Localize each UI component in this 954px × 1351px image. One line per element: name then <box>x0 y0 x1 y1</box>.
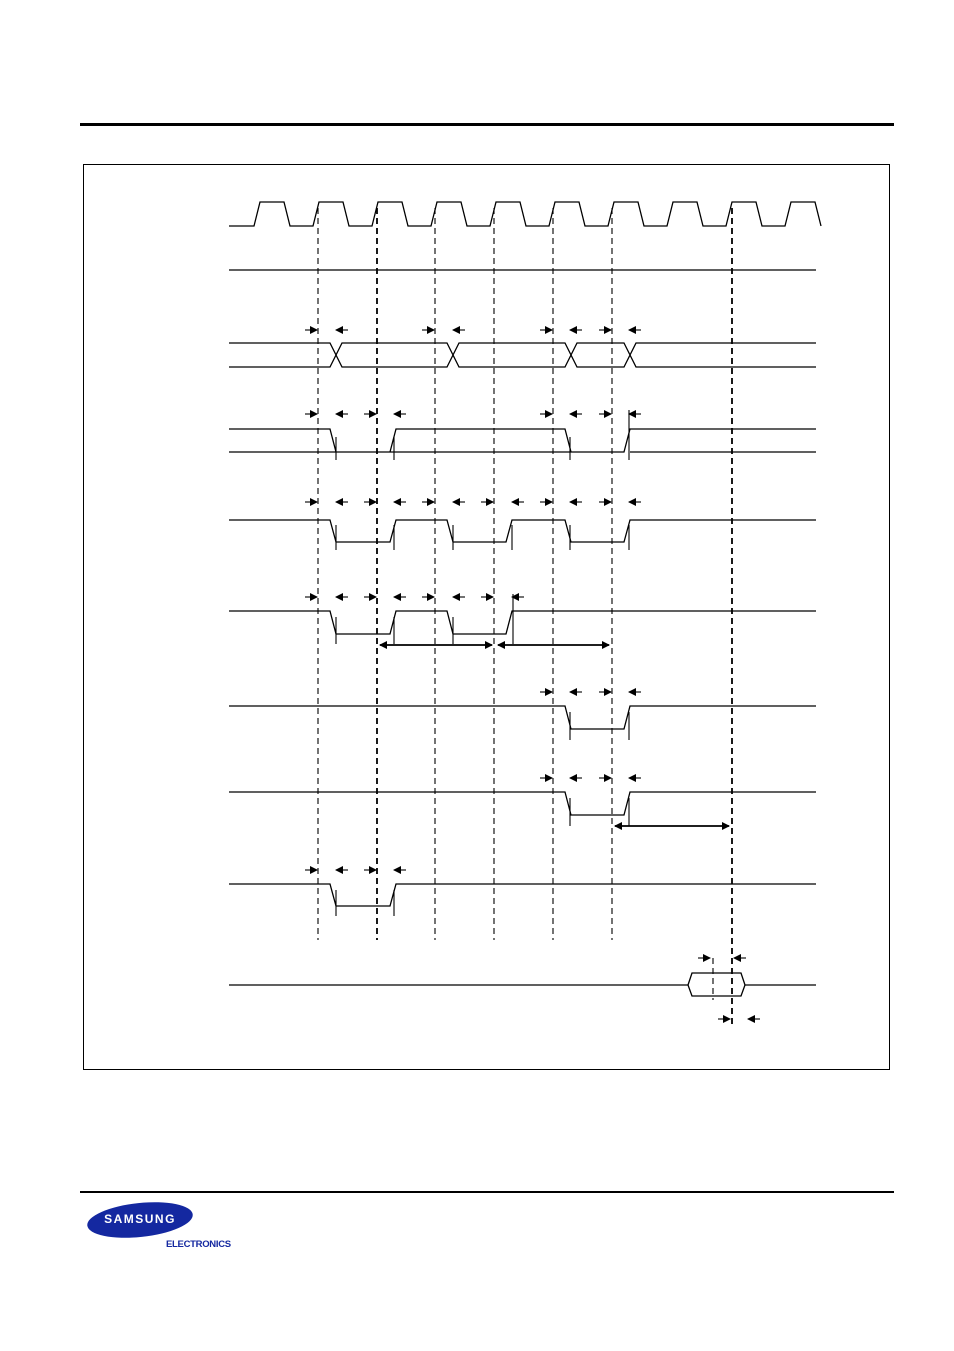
logo-subtitle-text: ELECTRONICS <box>166 1239 231 1250</box>
timing-arrows <box>305 330 760 1019</box>
timing-reference-lines <box>318 208 732 1028</box>
data-line-waveform <box>229 973 816 996</box>
chip-select-waveform <box>229 429 816 452</box>
strobe-signal-4 <box>229 792 816 815</box>
samsung-logo <box>86 1201 236 1253</box>
edge-ticks <box>336 410 629 916</box>
logo-brand-text: SAMSUNG <box>104 1212 176 1226</box>
strobe-signal-5 <box>229 884 816 906</box>
address-bus-waveform <box>229 343 816 367</box>
duration-arrows <box>380 645 729 826</box>
strobe-signal-2 <box>229 611 816 634</box>
strobe-signal-1 <box>229 520 816 542</box>
strobe-signal-3 <box>229 706 816 729</box>
footer-rule <box>80 1191 894 1193</box>
